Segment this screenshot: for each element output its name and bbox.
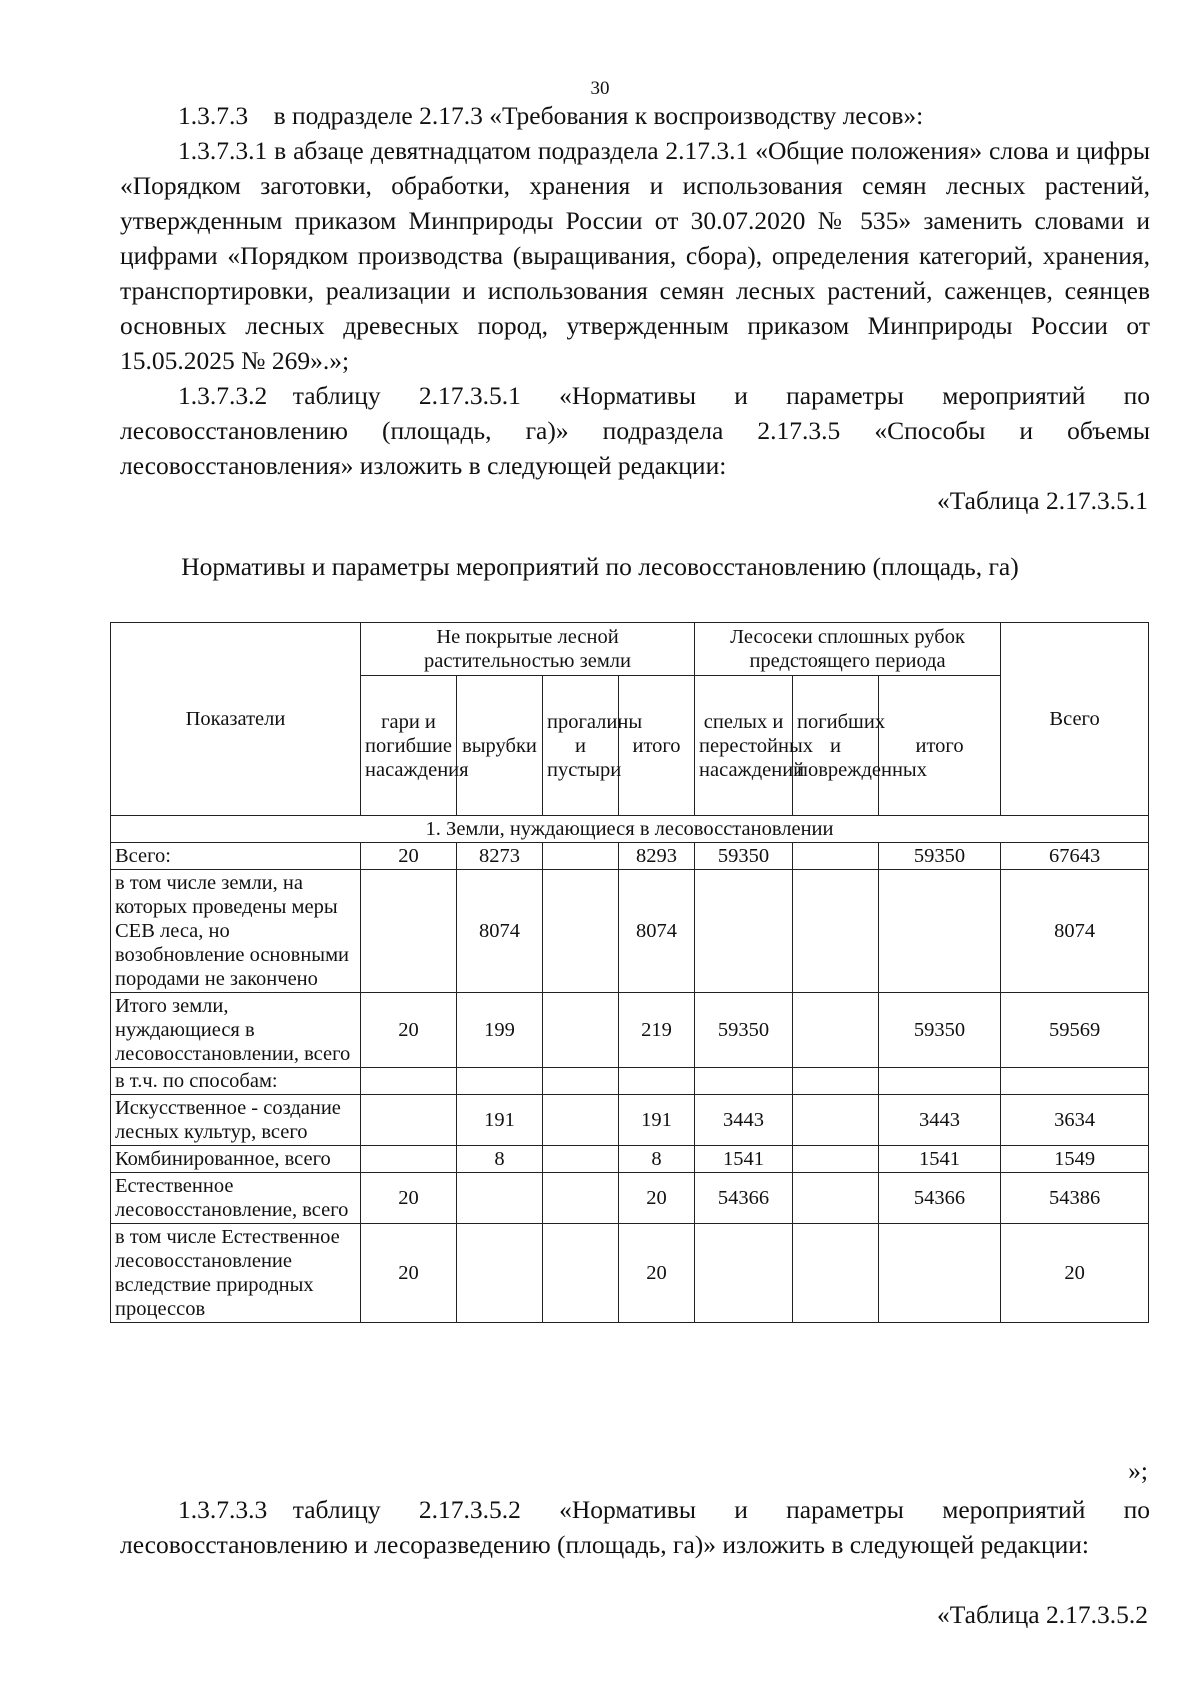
cell: 20 <box>1001 1224 1149 1323</box>
cell <box>695 870 793 993</box>
cell <box>361 870 457 993</box>
cell: 8293 <box>619 843 695 870</box>
cell <box>543 993 619 1068</box>
cell: 8074 <box>619 870 695 993</box>
cell: 59350 <box>879 843 1001 870</box>
cell <box>793 843 879 870</box>
cell <box>543 870 619 993</box>
row-label: в том числе земли, на которых проведены меры СЕВ леса, но возобновление основными породами не закончено <box>111 870 361 993</box>
cell <box>457 1224 543 1323</box>
cell: 3443 <box>695 1095 793 1146</box>
header-subtotal-unforested: итого <box>619 676 695 816</box>
cell <box>793 1146 879 1173</box>
cell <box>793 1224 879 1323</box>
table-row <box>111 1173 1149 1224</box>
table-row <box>111 870 1149 993</box>
cell: 54366 <box>695 1173 793 1224</box>
cell <box>793 1173 879 1224</box>
cell: 8074 <box>1001 870 1149 993</box>
row-label: Всего: <box>111 843 361 870</box>
row-label: Естественное лесовосстановление, всего <box>111 1173 361 1224</box>
table-row <box>111 1224 1149 1323</box>
cell <box>695 1224 793 1323</box>
cell <box>543 1224 619 1323</box>
cell <box>695 1068 793 1095</box>
cell: 20 <box>361 1224 457 1323</box>
cell: 191 <box>457 1095 543 1146</box>
cell: 199 <box>457 993 543 1068</box>
cell <box>361 1095 457 1146</box>
table-row <box>111 1146 1149 1173</box>
cell: 59350 <box>879 993 1001 1068</box>
table-row <box>111 843 1149 870</box>
header-glades-wastelands: прогалины и пустыри <box>543 676 619 816</box>
table-row <box>111 1095 1149 1146</box>
cell: 8 <box>457 1146 543 1173</box>
cell: 20 <box>619 1173 695 1224</box>
cell <box>793 870 879 993</box>
cell: 20 <box>619 1224 695 1323</box>
cell <box>879 870 1001 993</box>
cell <box>619 1068 695 1095</box>
cell <box>879 1068 1001 1095</box>
table-reference-2-17-3-5-1: «Таблица 2.17.3.5.1 <box>936 486 1148 515</box>
row-label: Комбинированное, всего <box>111 1146 361 1173</box>
table-header-row-1 <box>111 623 1149 676</box>
table-reference-2-17-3-5-2: «Таблица 2.17.3.5.2 <box>936 1600 1148 1629</box>
cell: 20 <box>361 993 457 1068</box>
cell <box>543 1068 619 1095</box>
table-title: Нормативы и параметры мероприятий по лесовосстановлению (площадь, га) <box>181 552 1019 581</box>
header-total: Всего <box>1001 623 1149 816</box>
cell <box>361 1068 457 1095</box>
header-dead-damaged: погибших и поврежденных <box>793 676 879 816</box>
cell: 3443 <box>879 1095 1001 1146</box>
cell <box>1001 1068 1149 1095</box>
cell <box>793 1095 879 1146</box>
paragraph-1-3-7-3: 1.3.7.3 в подразделе 2.17.3 «Требования к воспроизводству лесов»: <box>178 101 924 130</box>
cell: 20 <box>361 1173 457 1224</box>
cell <box>457 1068 543 1095</box>
cell: 3634 <box>1001 1095 1149 1146</box>
row-label: в том числе Естественное лесовосстановление вследствие природных процессов <box>111 1224 361 1323</box>
table-row <box>111 1068 1149 1095</box>
table-row <box>111 993 1149 1068</box>
cell: 20 <box>361 843 457 870</box>
row-label: в т.ч. по способам: <box>111 1068 361 1095</box>
header-group-unforested-lands: Не покрытые лесной растительностью земли <box>361 623 695 676</box>
cell: 1541 <box>879 1146 1001 1173</box>
cell <box>793 993 879 1068</box>
cell <box>793 1068 879 1095</box>
cell: 54386 <box>1001 1173 1149 1224</box>
header-clearings: вырубки <box>457 676 543 816</box>
cell <box>361 1146 457 1173</box>
cell: 1541 <box>695 1146 793 1173</box>
cell: 59569 <box>1001 993 1149 1068</box>
paragraph-1-3-7-3-3: 1.3.7.3.3 таблицу 2.17.3.5.2 «Нормативы и параметры мероприятий по лесовосстановлению и лесоразведению (площадь, га)» изложить в следующей редакции: <box>120 1495 1150 1559</box>
cell: 54366 <box>879 1173 1001 1224</box>
cell: 191 <box>619 1095 695 1146</box>
cell <box>543 1173 619 1224</box>
cell <box>543 1095 619 1146</box>
cell: 1549 <box>1001 1146 1149 1173</box>
cell: 8074 <box>457 870 543 993</box>
cell: 8273 <box>457 843 543 870</box>
cell <box>457 1173 543 1224</box>
cell: 67643 <box>1001 843 1149 870</box>
page-number: 30 <box>590 78 610 99</box>
paragraph-1-3-7-3-2: 1.3.7.3.2 таблицу 2.17.3.5.1 «Нормативы и параметры мероприятий по лесовосстановлению (площадь, га)» подраздела 2.17.3.5 «Способы и объемы лесовосстановления» изложить в следующей редакции: <box>120 381 1150 480</box>
header-indicators: Показатели <box>111 623 361 816</box>
header-burnt-dead-stands: гари и погибшие насаждения <box>361 676 457 816</box>
cell: 219 <box>619 993 695 1068</box>
reforestation-norms-table <box>110 622 1149 1323</box>
cell: 59350 <box>695 993 793 1068</box>
cell <box>879 1224 1001 1323</box>
header-mature-overmature: спелых и перестойных насаждений <box>695 676 793 816</box>
cell <box>543 843 619 870</box>
row-label: Искусственное - создание лесных культур, всего <box>111 1095 361 1146</box>
header-subtotal-clearcut: итого <box>879 676 1001 816</box>
table-closing-quote: »; <box>1128 1456 1148 1485</box>
paragraph-1-3-7-3-1: 1.3.7.3.1 в абзаце девятнадцатом подраздела 2.17.3.1 «Общие положения» слова и цифры «Порядком заготовки, обработки, хранения и использования семян лесных растений, утвержденным приказом Минприроды России от 30.07.2020 № 535» заменить словами и цифрами «Порядком производства (выращивания, сбора), определения категорий, хранения, транспортировки, реализации и использования семян лесных растений, саженцев, сеянцев основных лесных древесных пород, утвержденным приказом Минприроды России от 15.05.2025 № 269».»; <box>120 136 1150 375</box>
cell: 59350 <box>695 843 793 870</box>
cell: 8 <box>619 1146 695 1173</box>
row-label: Итого земли, нуждающиеся в лесовосстановлении, всего <box>111 993 361 1068</box>
section-title: 1. Земли, нуждающиеся в лесовосстановлении <box>111 816 1149 843</box>
header-group-clearcut-areas: Лесосеки сплошных рубок предстоящего периода <box>695 623 1001 676</box>
section-row <box>111 816 1149 843</box>
cell <box>543 1146 619 1173</box>
